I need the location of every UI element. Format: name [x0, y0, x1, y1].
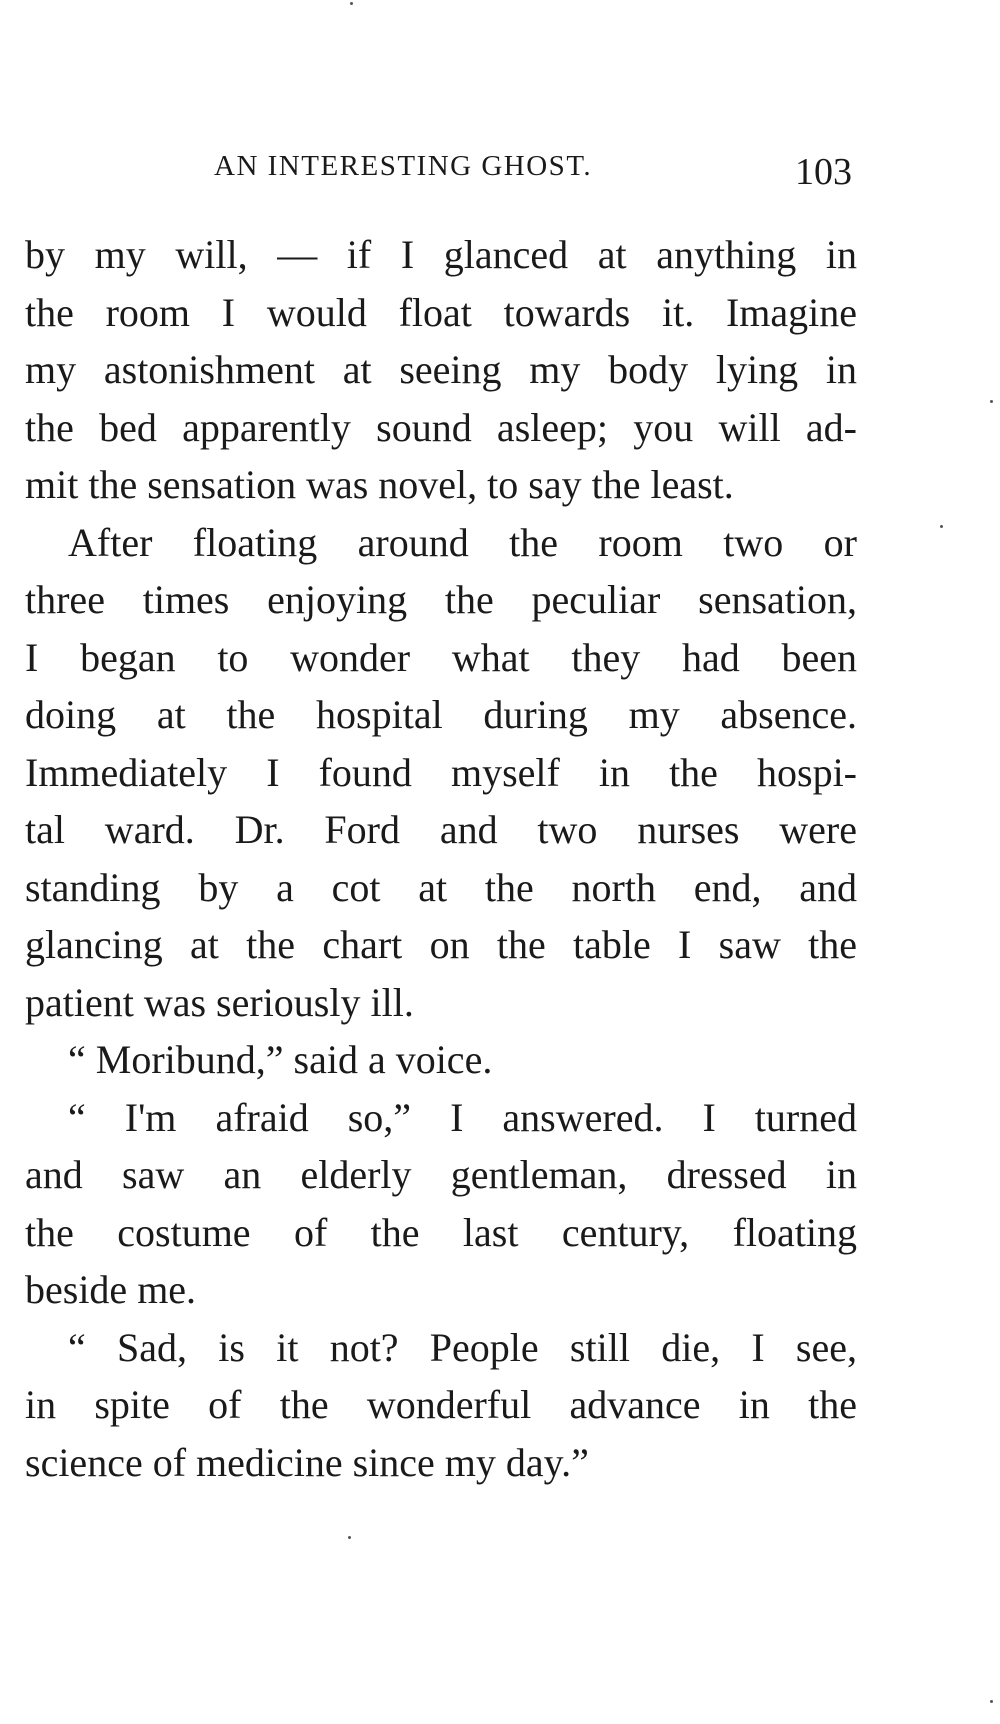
text-line: Immediately I found myself in the hospi- [25, 749, 857, 795]
text-line: my astonishment at seeing my body lying in [25, 347, 857, 392]
text-line: in spite of the wonderful advance in the [25, 1382, 857, 1427]
text-line: and saw an elderly gentleman, dressed in [25, 1152, 857, 1197]
scan-speck [940, 525, 943, 528]
scan-speck [990, 400, 993, 403]
text-line: beside me. [25, 1267, 197, 1312]
running-head [0, 150, 1000, 200]
text-line: tal ward. Dr. Ford and two nurses were [25, 807, 857, 852]
text-line: After floating around the room two or [68, 519, 857, 565]
text-line: “ Moribund,” said a voice. [68, 1037, 493, 1082]
scan-speck [348, 1536, 351, 1539]
text-line: mit the sensation was novel, to say the least. [25, 462, 734, 507]
text-line: patient was seriously ill. [25, 979, 414, 1025]
text-line: doing at the hospital during my absence. [25, 692, 857, 737]
text-line: “ Sad, is it not? People still die, I see, [68, 1324, 857, 1370]
page-number: 103 [795, 151, 852, 193]
text-line: glancing at the chart on the table I saw the [25, 922, 857, 967]
text-line: the room I would float towards it. Imagine [25, 289, 857, 335]
body-text [25, 226, 857, 1491]
scan-speck [350, 2, 353, 5]
text-line: three times enjoying the peculiar sensation, [25, 577, 857, 622]
text-line: standing by a cot at the north end, and [25, 864, 857, 910]
scan-speck [990, 1700, 993, 1703]
text-line: “ I'm afraid so,” I answered. I turned [68, 1094, 857, 1140]
text-line: by my will, — if I glanced at anything in [25, 232, 857, 277]
text-line: the bed apparently sound asleep; you will ad- [25, 404, 857, 450]
text-line: the costume of the last century, floating [25, 1209, 857, 1255]
text-line: science of medicine since my day.” [25, 1439, 589, 1485]
text-line: I began to wonder what they had been [25, 634, 857, 680]
running-title: AN INTERESTING GHOST. [214, 150, 593, 182]
